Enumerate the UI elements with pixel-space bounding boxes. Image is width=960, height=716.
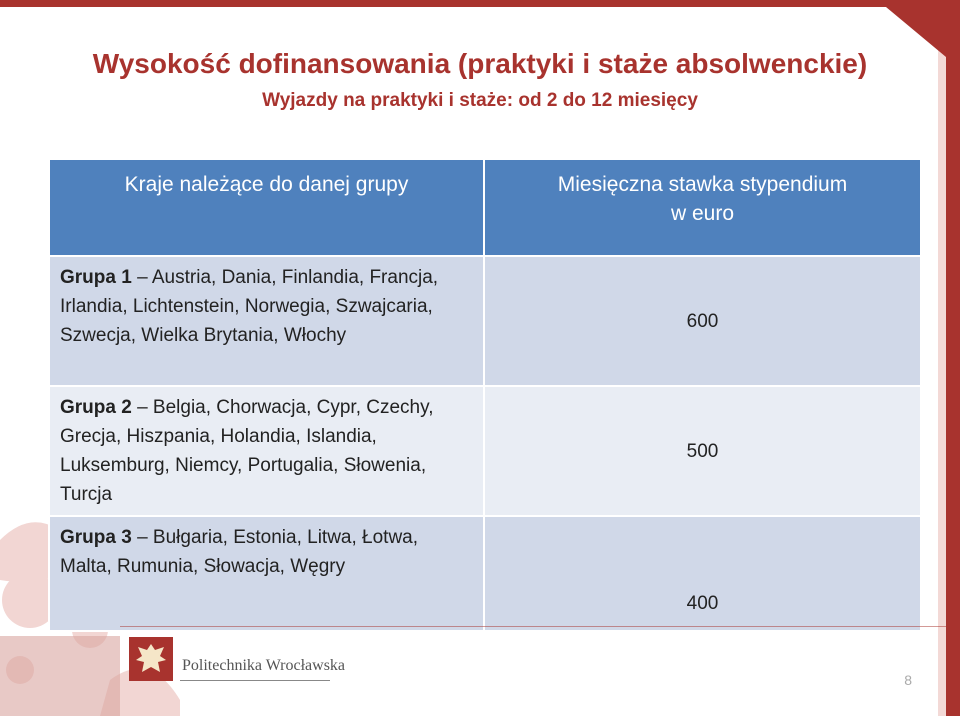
country-list: – Bułgaria, Estonia, Litwa, Łotwa, Malta, Rumunia, Słowacja, Węgry xyxy=(60,527,419,577)
rate-cell xyxy=(484,256,921,386)
university-name: Politechnika Wrocławska xyxy=(182,657,346,674)
table-row xyxy=(49,256,921,386)
bottom-left-decoration xyxy=(0,636,120,716)
table-row xyxy=(49,516,921,631)
header-countries: Kraje należące do danej grupy xyxy=(49,159,484,256)
rate-value: 600 xyxy=(686,310,719,332)
country-list: – Belgia, Chorwacja, Cypr, Czechy, Grecja, Hiszpania, Holandia, Islandia, Luksemburg, Niemcy, Portugalia, Słowenia, Turcja xyxy=(60,397,434,505)
country-list: – Austria, Dania, Finlandia, Francja, Irlandia, Lichtenstein, Norwegia, Szwajcaria, Szwecja, Wielka Brytania, Włochy xyxy=(60,267,439,346)
table-header-row xyxy=(49,159,921,256)
footer-divider xyxy=(120,626,946,627)
top-accent-bar xyxy=(0,0,960,7)
right-accent-stripe xyxy=(938,7,946,716)
slide-title: Wysokość dofinansowania (praktyki i staże absolwenckie) xyxy=(92,48,868,79)
group-label: Grupa 2 xyxy=(60,397,132,418)
countries-cell xyxy=(49,516,484,631)
table-row xyxy=(49,386,921,516)
countries-cell xyxy=(49,256,484,386)
rate-value: 400 xyxy=(686,593,719,614)
header-rate-line2: w euro xyxy=(670,202,735,225)
group-label: Grupa 3 xyxy=(60,527,132,548)
rate-cell xyxy=(484,386,921,516)
page-number: 8 xyxy=(904,672,912,688)
group-label: Grupa 1 xyxy=(60,267,132,288)
logo-underline xyxy=(180,680,330,681)
header-rate-line1: Miesięczna stawka stypendium xyxy=(557,173,848,196)
stipend-rates-table xyxy=(48,158,922,632)
university-eagle-logo-icon xyxy=(128,636,174,682)
countries-cell xyxy=(49,386,484,516)
header-monthly-rate xyxy=(484,159,921,256)
rate-value: 500 xyxy=(686,440,719,462)
slide-subtitle: Wyjazdy na praktyki i staże: od 2 do 12 miesięcy xyxy=(262,90,698,111)
rate-cell xyxy=(484,516,921,631)
